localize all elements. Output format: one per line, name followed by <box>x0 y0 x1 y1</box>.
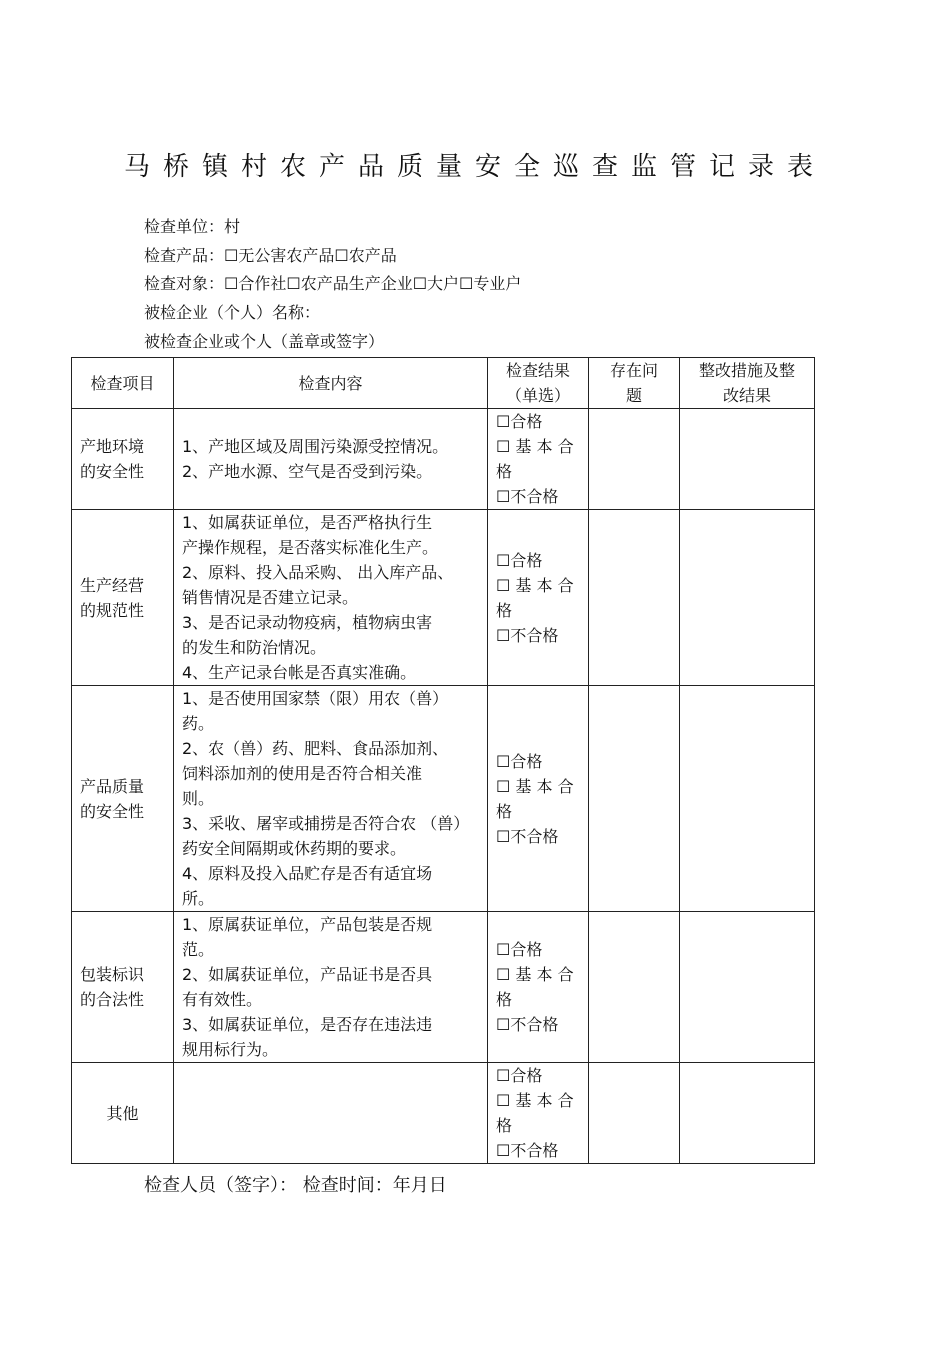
option-basic-pass-tail: 格 <box>496 600 513 620</box>
header-result-line: 检查结果 <box>505 361 570 380</box>
row-item: 其他 <box>72 1063 174 1164</box>
content-line: 4、生产记录台帐是否真实准确。 <box>182 663 417 682</box>
content-line: 药安全间隔期或休药期的要求。 <box>182 839 407 858</box>
content-line: 药。 <box>182 714 215 733</box>
row-issue-cell[interactable] <box>589 686 680 912</box>
content-line: 1、产地区域及周围污染源受控情况。 <box>182 437 449 456</box>
option-basic-pass-tail: 格 <box>496 801 513 821</box>
row-content <box>174 912 488 1063</box>
option-basic-pass-tail: 格 <box>496 462 513 481</box>
content-line: 所。 <box>182 889 215 908</box>
header-fix <box>680 358 815 409</box>
content-line: 有有效性。 <box>182 990 263 1009</box>
row-content <box>174 409 488 510</box>
content-line: 饲料添加剂的使用是否符合相关准 <box>182 764 423 783</box>
option-pass-checkbox[interactable]: ☐合格 <box>496 751 543 771</box>
row-fix-cell[interactable] <box>680 912 815 1063</box>
content-line: 则。 <box>182 789 215 808</box>
option-pass-checkbox[interactable]: ☐合格 <box>496 412 543 431</box>
item-line: 的规范性 <box>80 600 145 620</box>
row-result <box>488 912 589 1063</box>
option-pass-checkbox[interactable]: ☐合格 <box>496 940 543 959</box>
inspected-seal: 被检查企业或个人（盖章或签字） <box>144 332 385 351</box>
row-fix-cell[interactable] <box>680 686 815 912</box>
option-basic-pass-tail: 格 <box>496 1116 513 1135</box>
footer-signature: 检查人员（签字）： 检查时间：年月日 <box>144 1175 447 1196</box>
row-issue-cell[interactable] <box>589 912 680 1063</box>
item-line: 的安全性 <box>80 462 145 481</box>
item-line: 包装标识 <box>80 965 145 984</box>
option-fail-checkbox[interactable]: ☐不合格 <box>496 1141 559 1160</box>
header-issue <box>589 358 680 409</box>
row-result <box>488 1063 589 1164</box>
row-item <box>72 510 174 686</box>
row-fix-cell[interactable] <box>680 409 815 510</box>
header-content: 检查内容 <box>174 358 488 409</box>
content-line: 2、如属获证单位，产品证书是否具 <box>182 965 433 984</box>
content-line: 1、是否使用国家禁（限）用农（兽） <box>182 689 449 708</box>
row-issue-cell[interactable] <box>589 510 680 686</box>
inspected-name: 被检企业（个人）名称： <box>144 303 321 322</box>
content-line: 销售情况是否建立记录。 <box>182 588 359 607</box>
row-issue-cell[interactable] <box>589 409 680 510</box>
header-fix-line: 改结果 <box>722 386 771 405</box>
option-fail-checkbox[interactable]: ☐不合格 <box>496 487 559 506</box>
option-basic-pass-checkbox[interactable]: ☐ 基 本 合 <box>496 965 574 984</box>
table-header-row <box>72 358 815 409</box>
content-line: 3、采收、屠宰或捕捞是否符合农 （兽） <box>182 814 470 833</box>
inspection-product: 检查产品：☐无公害农产品☐农产品 <box>144 246 397 265</box>
option-basic-pass-tail: 格 <box>496 990 513 1009</box>
page-title: 马桥镇村农产品质量安全巡查监管记录表 <box>123 152 826 182</box>
header-issue-line: 存在问 <box>609 361 658 380</box>
row-result <box>488 510 589 686</box>
option-pass-checkbox[interactable]: ☐合格 <box>496 1066 543 1085</box>
option-fail-checkbox[interactable]: ☐不合格 <box>496 826 559 846</box>
content-line: 产操作规程，是否落实标准化生产。 <box>182 538 439 557</box>
option-fail-checkbox[interactable]: ☐不合格 <box>496 1015 559 1034</box>
content-line: 的发生和防治情况。 <box>182 638 327 657</box>
content-line: 3、如属获证单位，是否存在违法违 <box>182 1015 433 1034</box>
content-line: 3、是否记录动物疫病，植物病虫害 <box>182 613 433 632</box>
table-row <box>72 912 815 1063</box>
item-line: 产品质量 <box>80 776 145 796</box>
row-content[interactable] <box>174 1063 488 1164</box>
item-line: 产地环境 <box>80 437 145 456</box>
table-row <box>72 686 815 912</box>
row-result <box>488 409 589 510</box>
row-content <box>174 510 488 686</box>
row-issue-cell[interactable] <box>589 1063 680 1164</box>
row-result <box>488 686 589 912</box>
row-item <box>72 912 174 1063</box>
content-line: 4、原料及投入品贮存是否有适宜场 <box>182 864 433 883</box>
inspection-unit: 检查单位：村 <box>144 217 241 236</box>
option-fail-checkbox[interactable]: ☐不合格 <box>496 625 559 645</box>
header-result <box>488 358 589 409</box>
content-line: 范。 <box>182 940 215 959</box>
content-line: 1、如属获证单位，是否严格执行生 <box>182 513 433 532</box>
row-item <box>72 686 174 912</box>
option-basic-pass-checkbox[interactable]: ☐ 基 本 合 <box>496 776 574 796</box>
row-fix-cell[interactable] <box>680 1063 815 1164</box>
inspection-target: 检查对象：☐合作社☐农产品生产企业☐大户☐专业户 <box>144 274 522 293</box>
option-basic-pass-checkbox[interactable]: ☐ 基 本 合 <box>496 1091 574 1110</box>
table-row <box>72 409 815 510</box>
content-line: 规用标行为。 <box>182 1040 279 1059</box>
header-result-line: （单选） <box>505 386 570 405</box>
content-line: 1、原属获证单位，产品包装是否规 <box>182 915 433 934</box>
option-pass-checkbox[interactable]: ☐合格 <box>496 550 543 570</box>
header-fix-line: 整改措施及整 <box>698 361 795 380</box>
item-line: 生产经营 <box>80 575 145 595</box>
table-row <box>72 510 815 686</box>
option-basic-pass-checkbox[interactable]: ☐ 基 本 合 <box>496 437 574 456</box>
row-item <box>72 409 174 510</box>
row-fix-cell[interactable] <box>680 510 815 686</box>
row-content <box>174 686 488 912</box>
option-basic-pass-checkbox[interactable]: ☐ 基 本 合 <box>496 575 574 595</box>
inspection-table <box>71 357 815 1164</box>
item-line: 的安全性 <box>80 801 145 821</box>
content-line: 2、产地水源、空气是否受到污染。 <box>182 462 433 481</box>
content-line: 2、原料、投入品采购、 出入库产品、 <box>182 563 454 582</box>
content-line: 2、农（兽）药、肥料、食品添加剂、 <box>182 739 449 758</box>
item-line: 的合法性 <box>80 990 145 1009</box>
header-item: 检查项目 <box>72 358 174 409</box>
table-row <box>72 1063 815 1164</box>
header-issue-line: 题 <box>625 386 642 405</box>
